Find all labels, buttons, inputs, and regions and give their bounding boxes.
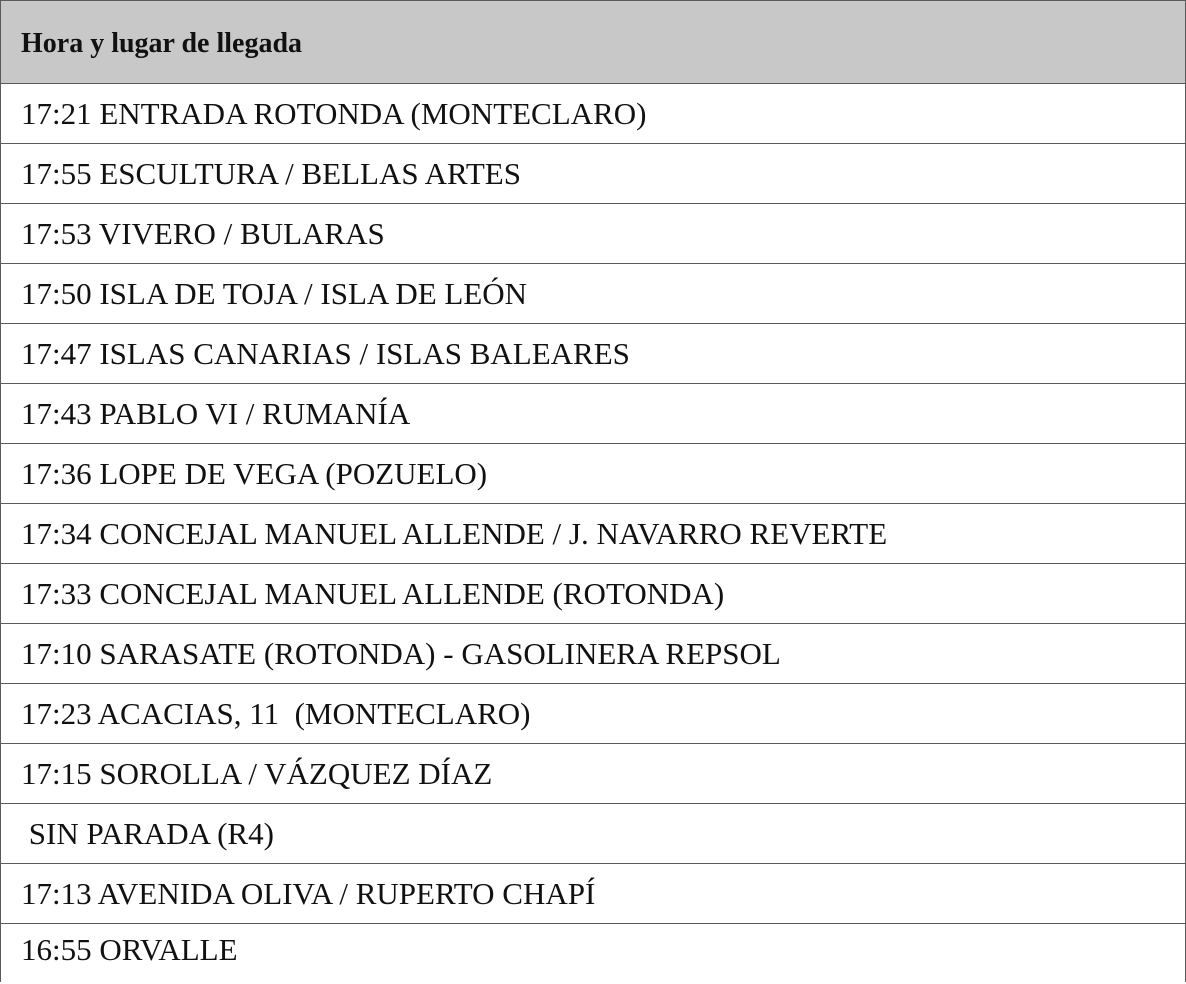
- stop-cell: 17:36 LOPE DE VEGA (POZUELO): [1, 444, 1186, 504]
- stop-cell: 17:55 ESCULTURA / BELLAS ARTES: [1, 144, 1186, 204]
- table-header-group: [1, 1, 1186, 84]
- table-row: [1, 444, 1186, 504]
- table-header-row: [1, 1, 1186, 84]
- stop-cell: 16:55 ORVALLE: [1, 924, 1186, 983]
- table-body: [1, 84, 1186, 983]
- table-row: [1, 384, 1186, 444]
- table-row: [1, 864, 1186, 924]
- stop-cell: 17:23 ACACIAS, 11 (MONTECLARO): [1, 684, 1186, 744]
- table-row: [1, 264, 1186, 324]
- table-row: [1, 684, 1186, 744]
- table-row: [1, 624, 1186, 684]
- stop-cell: 17:50 ISLA DE TOJA / ISLA DE LEÓN: [1, 264, 1186, 324]
- table-row: [1, 564, 1186, 624]
- stop-cell: 17:34 CONCEJAL MANUEL ALLENDE / J. NAVARRO REVERTE: [1, 504, 1186, 564]
- table-row: [1, 324, 1186, 384]
- column-header-arrival: Hora y lugar de llegada: [1, 1, 1186, 84]
- table-row: [1, 804, 1186, 864]
- table-row: [1, 744, 1186, 804]
- stop-cell: 17:15 SOROLLA / VÁZQUEZ DÍAZ: [1, 744, 1186, 804]
- table-row: [1, 924, 1186, 983]
- table-row: [1, 204, 1186, 264]
- stop-cell: 17:33 CONCEJAL MANUEL ALLENDE (ROTONDA): [1, 564, 1186, 624]
- stop-cell: 17:47 ISLAS CANARIAS / ISLAS BALEARES: [1, 324, 1186, 384]
- stop-cell: 17:10 SARASATE (ROTONDA) - GASOLINERA REPSOL: [1, 624, 1186, 684]
- stop-cell: 17:13 AVENIDA OLIVA / RUPERTO CHAPÍ: [1, 864, 1186, 924]
- stop-cell: 17:53 VIVERO / BULARAS: [1, 204, 1186, 264]
- stop-cell: 17:43 PABLO VI / RUMANÍA: [1, 384, 1186, 444]
- table-row: [1, 504, 1186, 564]
- stop-cell: SIN PARADA (R4): [1, 804, 1186, 864]
- table-row: [1, 84, 1186, 144]
- table-row: [1, 144, 1186, 204]
- stop-cell: 17:21 ENTRADA ROTONDA (MONTECLARO): [1, 84, 1186, 144]
